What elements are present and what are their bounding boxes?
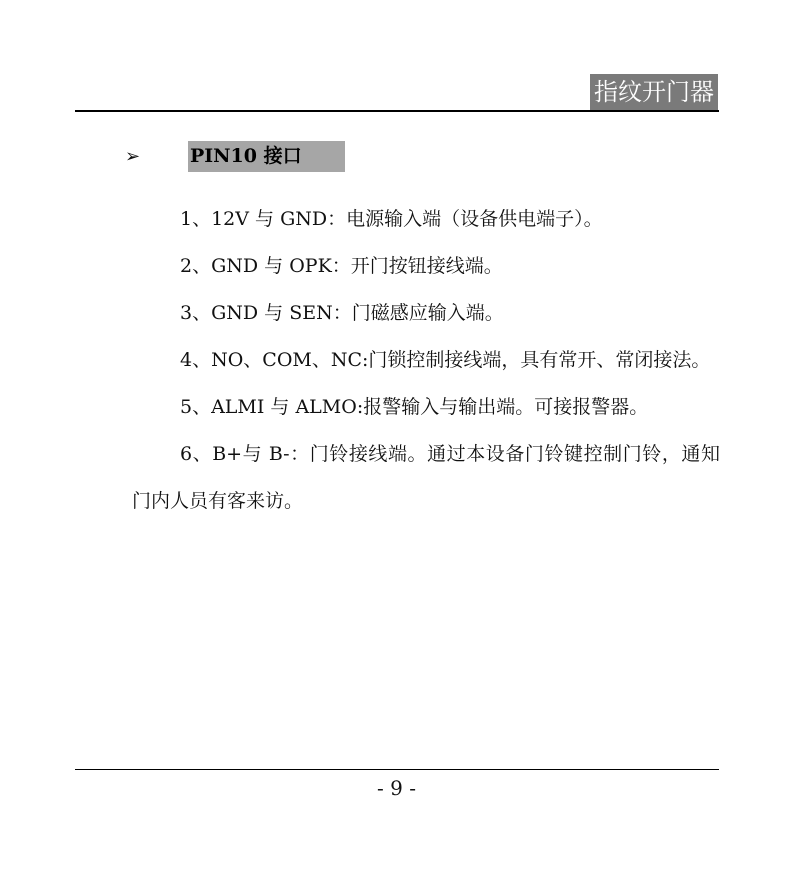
pin-item-power: 1、12V 与 GND：电源输入端（设备供电端子）。 <box>180 208 603 230</box>
footer-divider <box>75 769 719 770</box>
pin-description-list <box>132 196 720 525</box>
section-heading: PIN10 接口 <box>188 141 345 172</box>
page-number: - 9 - <box>377 776 416 800</box>
pin-item-lock-control: 4、NO、COM、NC:门锁控制接线端，具有常开、常闭接法。 <box>180 349 711 371</box>
arrow-bullet-icon: ➢ <box>125 146 141 167</box>
pin-item-door-sensor: 3、GND 与 SEN：门磁感应输入端。 <box>180 302 504 324</box>
pin-item-doorbell: 6、B+与 B-：门铃接线端。通过本设备门铃键控制门铃，通知门内人员有客来访。 <box>132 443 720 512</box>
pin-item-alarm: 5、ALMI 与 ALMO:报警输入与输出端。可接报警器。 <box>180 396 649 418</box>
header-divider <box>75 110 719 112</box>
document-header-title: 指纹开门器 <box>590 74 718 110</box>
pin-item-open-button: 2、GND 与 OPK：开门按钮接线端。 <box>180 255 503 277</box>
